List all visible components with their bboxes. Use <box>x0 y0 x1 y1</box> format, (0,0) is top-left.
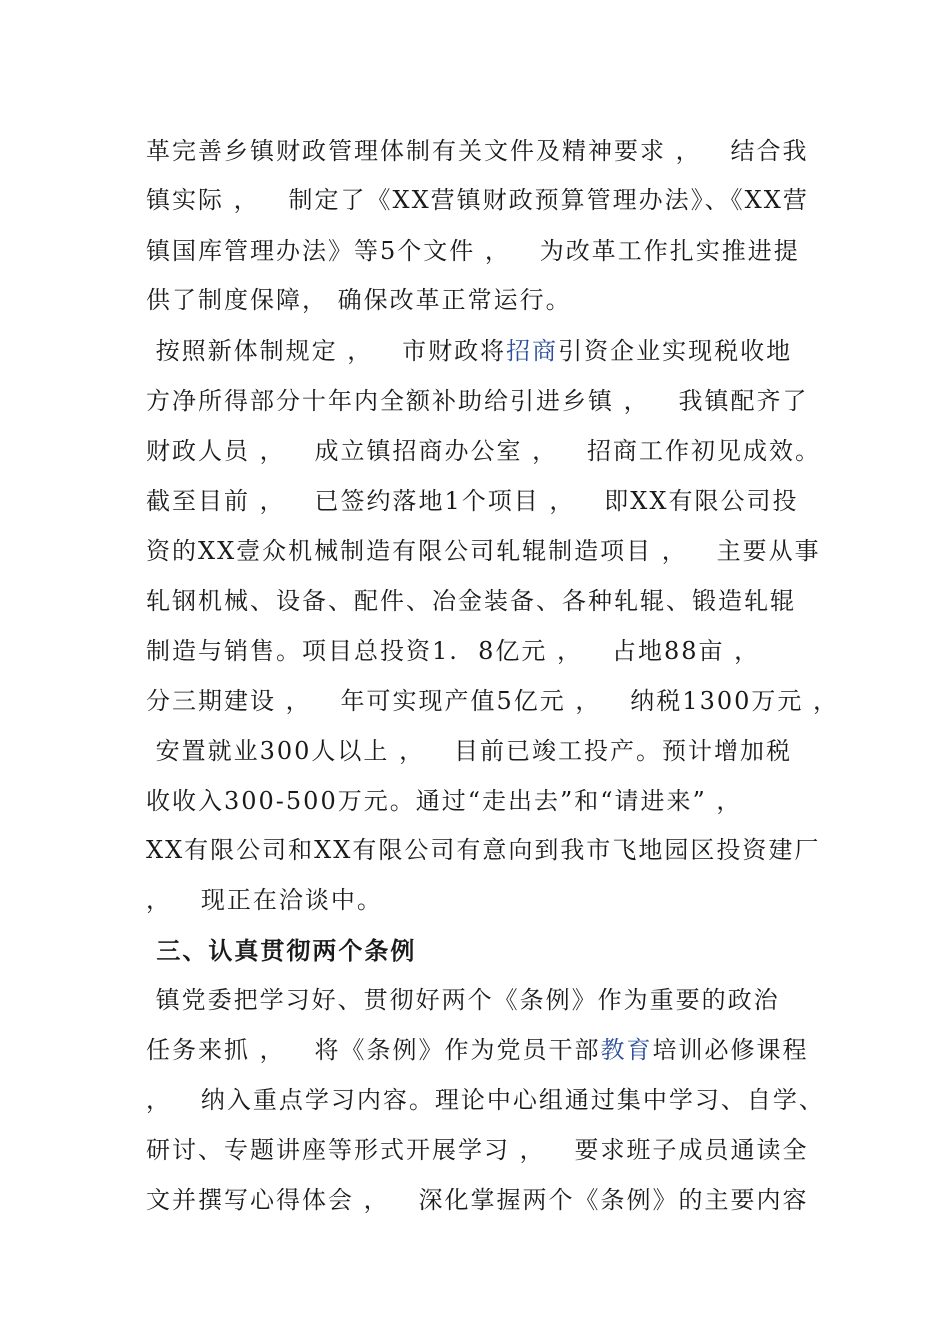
text-line: 分三期建设 ， 年可实现产值5亿元 ， 纳税1300万元 ， <box>146 687 840 715</box>
text-segment: 任务来抓 ， 将《条例》作为党员干部 <box>146 1036 601 1064</box>
text-line: 轧钢机械、设备、配件、冶金装备、各种轧辊、锻造轧辊 <box>146 587 796 615</box>
text-line: 镇国库管理办法》等5个文件 ， 为改革工作扎实推进提 <box>146 237 800 265</box>
text-line: 研讨、专题讲座等形式开展学习 ， 要求班子成员通读全 <box>146 1136 809 1164</box>
section-heading: 三、认真贯彻两个条例 <box>146 936 417 965</box>
zhaoshang-link[interactable]: 招商 <box>506 337 559 365</box>
text-segment: 按照新体制规定 ， 市财政将 <box>146 337 507 365</box>
text-line: 方净所得部分十年内全额补助给引进乡镇 ， 我镇配齐了 <box>146 387 809 415</box>
text-line: 截至目前 ， 已签约落地1个项目 ， 即XX有限公司投 <box>146 487 799 515</box>
text-segment: 引资企业实现税收地 <box>558 337 793 365</box>
text-line: 文并撰写心得体会 ， 深化掌握两个《条例》的主要内容 <box>146 1186 809 1214</box>
text-line: 镇党委把学习好、贯彻好两个《条例》作为重要的政治 <box>146 986 780 1014</box>
text-line: 革完善乡镇财政管理体制有关文件及精神要求 ， 结合我 <box>146 137 809 165</box>
text-line <box>146 336 792 366</box>
text-line: 供了制度保障， 确保改革正常运行。 <box>146 286 572 314</box>
text-line: 安置就业300人以上 ， 目前已竣工投产。预计增加税 <box>146 737 792 765</box>
text-line: ， 纳入重点学习内容。理论中心组通过集中学习、自学、 <box>146 1086 825 1114</box>
text-segment: 培训必修课程 <box>652 1036 809 1064</box>
text-line: 制造与销售。项目总投资1. 8亿元 ， 占地88亩 ， <box>146 637 761 665</box>
text-line: 镇实际 ， 制定了《XX营镇财政预算管理办法》、《XX营 <box>146 186 809 214</box>
text-line: 收收入300-500万元。通过“走出去”和“请进来” ， <box>146 787 743 815</box>
jiaoyu-link[interactable]: 教育 <box>600 1036 653 1064</box>
text-line: 资的XX壹众机械制造有限公司轧辊制造项目 ， 主要从事 <box>146 537 821 565</box>
text-line: 财政人员 ， 成立镇招商办公室 ， 招商工作初见成效。 <box>146 437 822 465</box>
text-line: XX有限公司和XX有限公司有意向到我市飞地园区投资建厂 <box>146 836 821 864</box>
text-line: ， 现正在洽谈中。 <box>146 886 383 914</box>
text-line <box>146 1035 809 1065</box>
